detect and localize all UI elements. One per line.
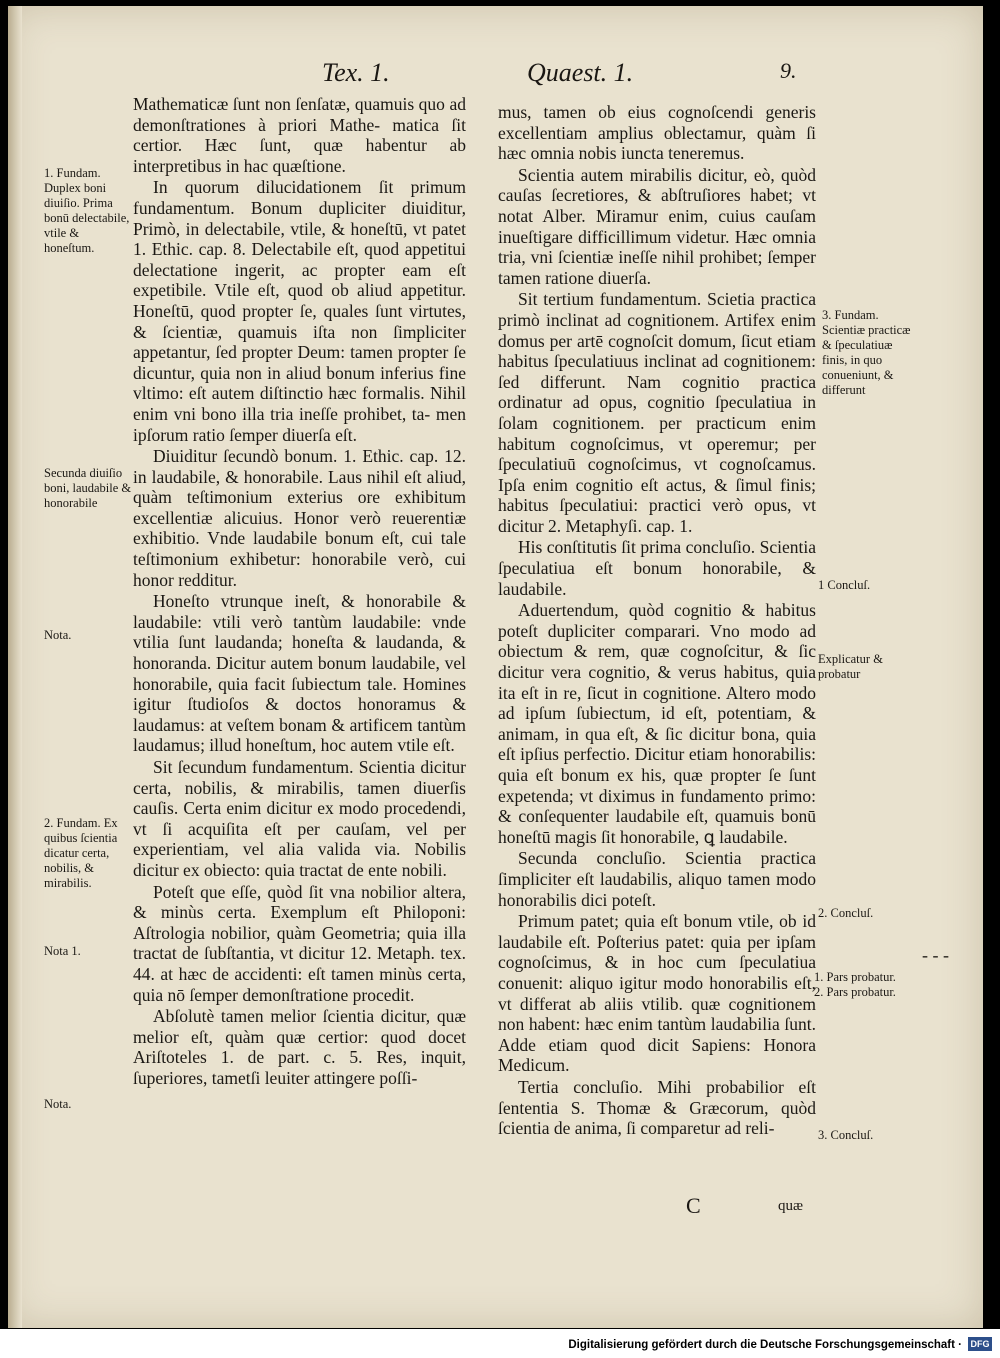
paragraph: His conſtitutis ſit prima concluſio. Scientia ſpeculatiua eſt bonum honorabile, & laudabile. — [498, 537, 816, 599]
catchword: quæ — [778, 1198, 804, 1214]
left-text-column — [133, 94, 466, 1090]
footer-credit: Digitalisierung gefördert durch die Deutsche Forschungsgemeinschaft · — [568, 1339, 962, 1351]
paragraph: Honeſto vtrunque ineſt, & honorabile & laudabile: vtili verò tantùm laudabile: vnde vtilia ſunt laudanda; honeſta & laudanda, & honoranda. Dicitur autem bonum laudabile, vel honorabile, quia facit ſubiectum tale. Homines igitur ſtudioſos & doctos honoramus & laudamus: at veſtem bonam & artificem tantùm laudamus; illud honeſtum, hoc autem vtile eſt. — [133, 591, 466, 756]
paragraph: Tertia concluſio. Mihi probabilior eſt ſententia S. Thomæ & Græcorum, quòd ſcientia de anima, ſi comparetur ad reli- — [498, 1076, 816, 1139]
margin-note: 2. Fundam. Ex quibus ſcientia dicatur certa, nobilis, & mirabilis. — [44, 816, 118, 890]
signature-mark: C — [686, 1193, 701, 1218]
paragraph: Scientia autem mirabilis dicitur, eò, quòd cauſas ſecretiores, & abſtruſiores habet; vt notat Alber. Miramur enim, cuius cauſam inueſtigare difficillimum videtur. Hæc omnia tria, vni ſcientiæ ineſſe nihil prohibet; ſemper tamen ratione diuerſa. — [498, 164, 816, 288]
page-number: 9. — [780, 58, 797, 83]
margin-note: Secunda diuiſio boni, laudabile & honorabile — [44, 466, 132, 510]
paragraph: mus, tamen ob eius cognoſcendi generis excellentiam amplius oblectamur, quàm ſi hæc omnia nobis iuncta teneremus. — [498, 102, 816, 164]
margin-note: Nota. — [44, 628, 72, 642]
margin-note: 3. Concluſ. — [818, 1128, 874, 1142]
paragraph: Primum patet; quia eſt bonum vtile, ob id laudabile eſt. Poſterius patet: quia per ipſam cognoſcimus, & in hoc cum ſpeculatiua conuenit: aliquo igitur modo honorabilis eſt, vt differat ab aliis vtilib. quæ cognitionem non habent: hæc enim tantùm laudabilia ſunt. Adde etiam quod dicit Sapiens: Honora Medicum. — [498, 911, 816, 1076]
paragraph: Poteſt que eſſe, quòd ſit vna nobilior altera, & minùs certa. Exemplum eſt Philoponi: Aſtrologia nobilior, quàm Geometria; quia illa tractat de ſubſtantia, vt dicitur 12. Metaph. tex. 44. at hæc de accidenti: eſt tamen minùs certa, quia nō ſemper demonſtratione procedit. — [133, 881, 466, 1005]
margin-note: Explicatur & probatur — [818, 652, 883, 681]
margin-note: 1. Pars probatur. 2. Pars probatur. — [814, 970, 896, 999]
paragraph: Sit tertium fundamentum. Scietia practica primò inclinat ad cognitionem. Artifex enim domus per artē cognoſcit domum, ſicut etiam habitus ſpeculatiuus inclinat ad cognitionem: ſed differunt. Nam cognitio practica ordinatur ad opus, cognitio ſpeculatiua in ſolam cognitionem. per practicum enim habitum cognoſcimus, vt operemur; per ſpeculatiuū cognoſcimus, vt cognoſcamus. Ipſa enim cognitio eſt actus, & ſimul finis; habitus ſpeculatiui: practici verò opus, vt dicitur 2. Metaphyſi. cap. 1. — [498, 289, 816, 536]
paragraph: Mathematicæ ſunt non ſenſatæ, quamuis quo ad demonſtrationes à priori Mathe- matica ſit certior. Hæc ſunt, quæ habentur ab interpretibus in hac quæſtione. — [133, 94, 466, 176]
margin-note: 3. Fundam. Scientiæ practicæ & ſpeculatiuæ finis, in quo conueniunt, & differunt — [822, 308, 911, 397]
right-text-column — [498, 102, 816, 1140]
paragraph: Aduertendum, quòd cognitio & habitus poteſt dupliciter comparari. Vno modo ad obiectum & rem, quæ cognoſcitur, & ſic dicitur vera cognitio, & verus habitus, quia ita eſt in re, ſicut in cognitione. Altero modo ad ipſum ſubiectum, id eſt, potentiam, & animam, in qua eſt, & ſic dicitur bona, quia eſt ipſius perfectio. Dicitur etiam honorabilis: quia eſt bonum ex his, quæ propter ſe ſunt expetenda; vt diximus in fundamento primo: & conſequenter laudabile eſt, quamuis bonū honeſtū magis ſit honorabile, ꝗ laudabile. — [498, 600, 816, 847]
margin-note: 2. Concluſ. — [818, 906, 874, 920]
margin-note: Nota. — [44, 1097, 72, 1111]
paragraph: Diuiditur ſecundò bonum. 1. Ethic. cap. 12. in laudabile, & honorabile. Laus nihil eſt aliud, quàm teſtimonium exterius ore exhibitum excellentiæ alicuius. Honor verò reuerentiæ exhibitio. Vnde laudabile bonum eſt, cui tale teſtimonium exhibetur: honorabile verò, cui honor redditur. — [133, 446, 466, 590]
margin-note: 1. Fundam. Duplex boni diuiſio. Prima bonū delectabile, vtile & honeſtum. — [44, 166, 130, 255]
running-head-center: Quaest. 1. — [527, 58, 634, 87]
page-gutter — [8, 6, 22, 1328]
footer-bar — [0, 1329, 1000, 1358]
margin-note: Nota 1. — [44, 944, 81, 958]
paragraph: Abſolutè tamen melior ſcientia dicitur, quæ melior eſt, quàm quæ certior: quod docet Ariſtoteles 1. de part. c. 5. Res, inquit, ſuperiores, tametſi leuiter attingere poſſi- — [133, 1006, 466, 1088]
running-head-left: Tex. 1. — [322, 58, 390, 87]
paragraph: Sit ſecundum fundamentum. Scientia dicitur certa, nobilis, & mirabilis, tamen diuerſis cauſis. Certa enim dicitur ex modo procedendi, vt ſi acquiſita eſt per cauſam, vel per experientiam, vel alia valida via. Nobilis dicitur ex obiecto: quia tractat de ente nobili. — [133, 757, 466, 880]
dfg-logo: DFG — [968, 1337, 992, 1351]
paragraph: Secunda concluſio. Scientia practica ſimpliciter eſt laudabilis, aliquo tamen modo honorabilis dici poteſt. — [498, 848, 816, 910]
ink-mark: - - - — [922, 945, 949, 965]
margin-note: 1 Concluſ. — [818, 578, 871, 592]
paragraph: In quorum dilucidationem ſit primum fundamentum. Bonum dupliciter diuiditur, Primò, in delectabile, vtile, & honeſtū, vt patet 1. Ethic. cap. 8. Delectabile eſt, quod appetitui delectatione ingerit, ac propter eam eſt expetibile. Vtile eſt, quod ob aliud appetitur. Honeſtū, quod propter ſe, quales ſunt virtutes, & ſcientiæ, quamuis iſta non ſimpliciter appetantur, ſed propter Deum: tamen propter ſe dicuntur, quia non in aliud bonum inferius fine vltimo: eſt autem diſtinctio hæc formalis. Nihil enim vni bono illa tria ineſſe prohibet, ta- men ipſorum ratio ſemper diuerſa eſt. — [133, 177, 466, 445]
